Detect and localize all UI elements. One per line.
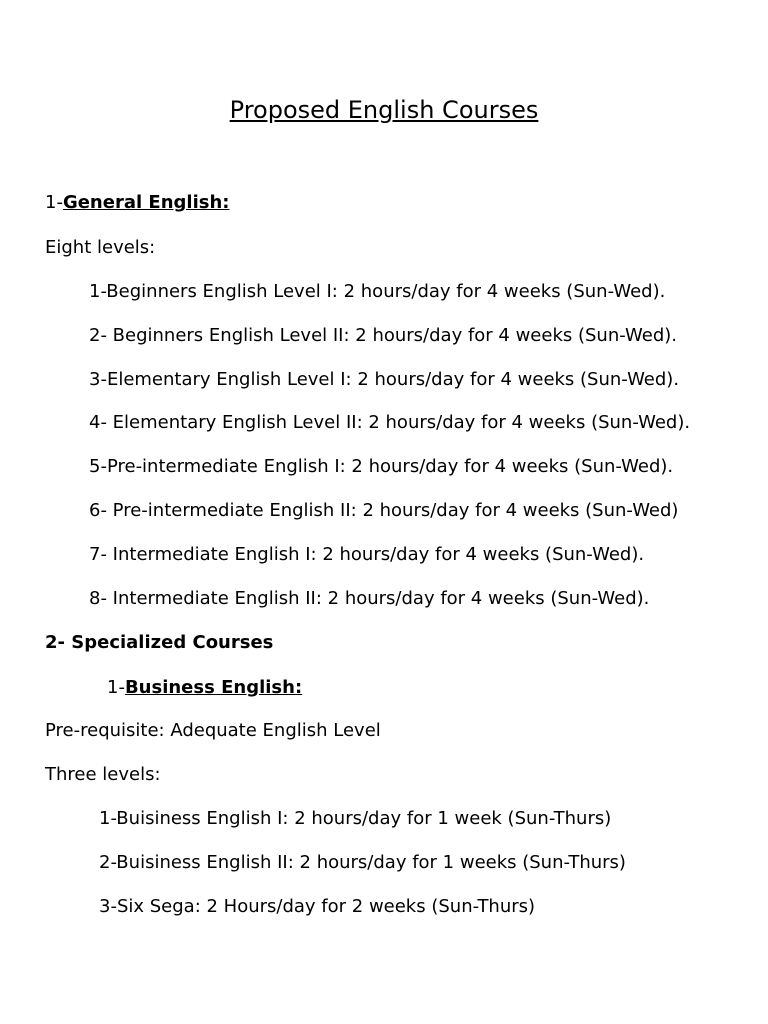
- course-item: 2-Buisiness English II: 2 hours/day for 1 weeks (Sun-Thurs): [99, 852, 626, 873]
- course-item: 2- Beginners English Level II: 2 hours/day for 4 weeks (Sun-Wed).: [89, 325, 677, 346]
- section-number: 1-: [45, 192, 63, 213]
- document-title: Proposed English Courses: [229, 96, 539, 124]
- business-english-heading: [107, 677, 302, 699]
- course-item: 4- Elementary English Level II: 2 hours/day for 4 weeks (Sun-Wed).: [89, 412, 691, 433]
- business-prerequisite: Pre-requisite: Adequate English Level: [45, 720, 381, 741]
- section-number: 1-: [107, 677, 125, 698]
- course-item: 3-Six Sega: 2 Hours/day for 2 weeks (Sun-Thurs): [99, 896, 536, 917]
- specialized-courses-heading: 2- Specialized Courses: [45, 632, 274, 653]
- course-item: 3-Elementary English Level I: 2 hours/day for 4 weeks (Sun-Wed).: [89, 369, 680, 390]
- business-levels-label: Three levels:: [45, 764, 161, 785]
- course-item: 5-Pre-intermediate English I: 2 hours/day for 4 weeks (Sun-Wed).: [89, 456, 674, 477]
- section-heading-general-english: General English:: [62, 192, 230, 213]
- general-english-heading: [45, 192, 229, 214]
- course-item: 8- Intermediate English II: 2 hours/day for 4 weeks (Sun-Wed).: [89, 588, 650, 609]
- course-item: 7- Intermediate English I: 2 hours/day for 4 weeks (Sun-Wed).: [89, 544, 645, 565]
- course-item: 6- Pre-intermediate English II: 2 hours/day for 4 weeks (Sun-Wed): [89, 500, 679, 521]
- course-item: 1-Beginners English Level I: 2 hours/day for 4 weeks (Sun-Wed).: [89, 281, 666, 302]
- general-levels-label: Eight levels:: [45, 237, 156, 258]
- course-item: 1-Buisiness English I: 2 hours/day for 1 week (Sun-Thurs): [99, 808, 612, 829]
- section-heading-business-english: Business English:: [124, 677, 303, 698]
